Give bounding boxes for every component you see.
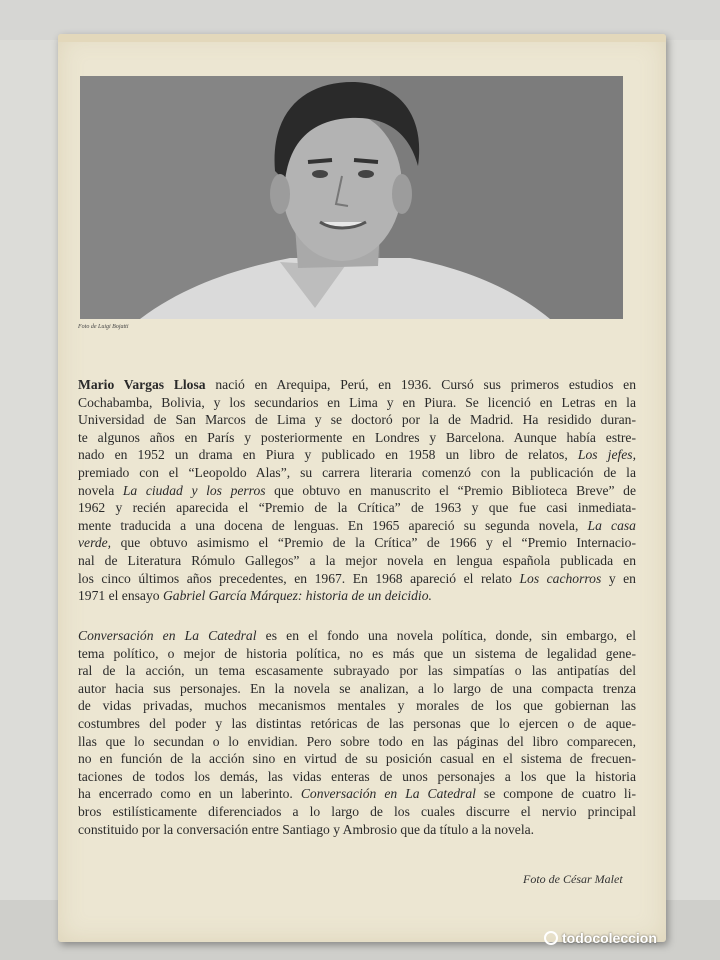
author-photo xyxy=(80,76,623,319)
book-title: Conversación en La Catedral xyxy=(78,628,257,643)
watermark-logo-icon xyxy=(544,931,558,945)
book-title-2: Conversación en La Catedral xyxy=(300,786,476,802)
title-gabriel: Gabriel García Márquez: historia de un deicidio. xyxy=(162,588,432,604)
watermark: todocoleccion xyxy=(544,930,657,946)
title-la-ciudad: La ciudad y los perros xyxy=(122,482,266,498)
author-biography: Mario Vargas Llosa nació en Arequipa, Perú, en 1936. Cursó sus primeros estudios en Cochabamba, Bolivia, y los secundarios en Lima y en Piura. Se licenció en Letras en la Universidad de San Marcos de Lima y se doctoró por la de Madrid. Ha residido duran- te algunos años en París y posteriormente en Londres y Barcelona. Aunque había estre- nado en 1952 un drama en Piura y publicado en 1958 un libro de relatos, Los jefes, premiado con el “Leopoldo Alas”, su carrera literaria comenzó con la publicación de la novela La ciudad y los perros que obtuvo en manuscrito el “Premio Biblioteca Breve” de 1962 y recién aparecida el “Premio de la Crítica” de 1963 y que fue casi inmediata- mente traducida a una docena de lenguas. En 1965 apareció su segunda novela, La casa verde, que obtuvo asimismo el “Premio de la Crítica” de 1966 y el “Premio Internacio- nal de Literatura Rómulo Gallegos” a la mejor novela en lengua española publicada en los cinco últimos años precedentes, en 1967. En 1968 apareció el relato Los cachorros y en 1971 el ensayo Gabriel García Márquez: historia de un deicidio. xyxy=(78,377,636,604)
title-la-casa: La casa xyxy=(587,517,636,533)
title-los-jefes: Los jefes, xyxy=(577,447,636,463)
author-name: Mario Vargas Llosa xyxy=(78,377,206,392)
book-top-edge xyxy=(58,34,666,42)
back-photo-credit: Foto de César Malet xyxy=(523,872,623,886)
photo-credit: Foto de Luigi Bojatti xyxy=(78,324,129,330)
title-verde: verde, xyxy=(78,535,112,551)
title-los-cachorros: Los cachorros xyxy=(519,570,602,586)
book-synopsis: Conversación en La Catedral es en el fondo una novela política, donde, sin embargo, el tema político, o mejor de historia política, no es más que un sistema de legalidad gene- ral de la acción, un tema escasamente subrayado por las simpatías o las antipatías del autor hacia sus personajes. En la novela se analizan, a lo largo de una compacta trenza de vidas privadas, muchos mecanismos mentales y morales de los que gobiernan las costumbres del poder y las distintas retóricas de las personas que lo ejercen o de aque- llas que lo secundan o lo envidian. Pero sobre todo en las páginas del libro comparecen, no en función de la acción sino en virtud de su posición casual en el sistema de frecuen- taciones de todos los demás, las vidas enteras de unos personajes a los que la historia ha encerrado como en un laberinto. Conversación en La Catedral se compone de cuatro li- bros estilísticamente diferenciados a lo largo de los cuales discurre el nervio principal constituido por la conversación entre Santiago y Ambrosio que da título a la novela. xyxy=(78,628,636,837)
